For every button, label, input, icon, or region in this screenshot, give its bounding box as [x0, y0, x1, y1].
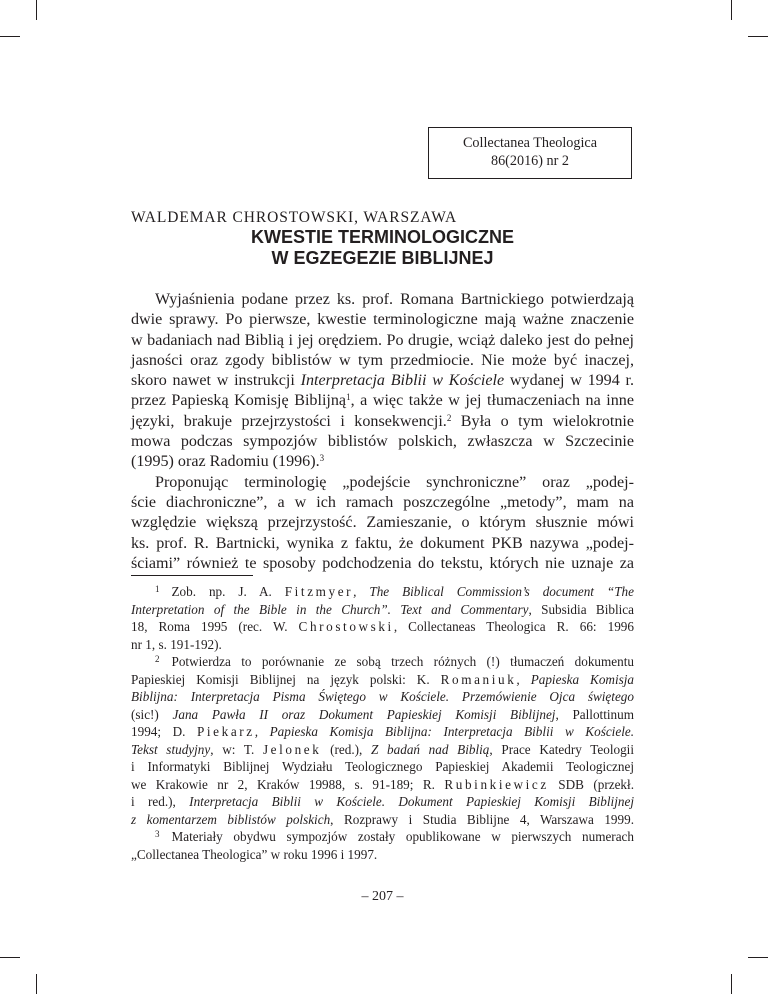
- crop-mark: [731, 0, 732, 20]
- footnote-line: i red.), Interpretacja Biblii w Kościele. Dokument Papieskiej Komisji Biblijnej: [131, 794, 634, 809]
- crop-mark: [731, 974, 732, 994]
- footnote-line: 18, Roma 1995 (rec. W. Chrostowski, Collectaneas Theologica R. 66: 1996: [131, 619, 634, 634]
- footnote-line: (sic!) Jana Pawła II oraz Dokument Papieskiej Komisji Biblijnej, Pallottinum: [131, 706, 634, 722]
- journal-issue: 86(2016) nr 2: [490, 153, 570, 169]
- body-line: względzie większą przejrzystość. Zamieszanie, o którym słusznie mówi: [131, 514, 634, 532]
- footnote-line: Interpretation of the Bible in the Church”. Text and Commentary, Subsidia Biblica: [131, 601, 634, 617]
- footnote-line: i Informatyki Biblijnej Wydziału Teologicznego Papieskiej Akademii Teologicznej: [131, 759, 634, 774]
- footnote-3: $^3$ Materiały obydwu sympozjów zostały opublikowane w pierwszych numerach: [155, 829, 634, 844]
- journal-info-box: [428, 127, 632, 179]
- footnote-ref-1: 1: [346, 392, 351, 403]
- body-line: (1995) oraz Radomiu (1996).$^3$: [131, 453, 325, 471]
- title-line-2: W EGZEGEZIE BIBLIJNEJ: [271, 248, 494, 268]
- crop-mark: [748, 957, 768, 958]
- body-line: języki, brakuje przejrzystości i konsekwencji.$^2$ Była o tym wielokrotnie: [131, 412, 634, 430]
- footnote-line: Papieskiej Komisji Biblijnej na język polski: K. Romaniuk, Papieska Komisja: [131, 671, 635, 687]
- footnote-2: $^2$ Potwierdza to porównanie ze sobą trzech różnych (!) tłumaczeń dokumentu: [155, 654, 634, 669]
- crop-mark: [0, 957, 20, 958]
- journal-name: Collectanea Theologica: [462, 135, 598, 151]
- footnotes: [131, 583, 634, 863]
- footnote-line: Biblijna: Interpretacja Pisma Świętego w Kościele. Przemówienie Ojca świętego: [131, 689, 634, 704]
- author-line: WALDEMAR CHROSTOWSKI, WARSZAWA: [131, 209, 458, 226]
- footnote-line: z komentarzem biblistów polskich, Rozprawy i Studia Biblijne 4, Warszawa 1999.: [131, 811, 634, 827]
- article-title: [131, 227, 634, 269]
- body-line: skoro nawet w instrukcji Interpretacja Biblii w Kościele wydanej w 1994 r.: [131, 372, 635, 390]
- document-title: Interpretacja Biblii w Kościele: [300, 372, 505, 390]
- footnote-line: 1994; D. Piekarz, Papieska Komisja Biblijna: Interpretacja Biblii w Kościele.: [131, 724, 635, 739]
- body-line: w badaniach nad Biblią i jej orędziem. Po drugie, wciąż daleko jest do pełnej: [131, 331, 634, 349]
- footnote-line: nr 1, s. 191-192).: [131, 636, 222, 652]
- crop-mark: [0, 36, 20, 37]
- body-line: Wyjaśnienia podane przez ks. prof. Romana Bartnickiego potwierdzają: [155, 291, 634, 308]
- body-line: przez Papieską Komisję Biblijną$^1$, a więc także w jej tłumaczeniach na inne: [131, 392, 634, 410]
- footnote-line: „Collectanea Theologica” w roku 1996 i 1997.: [131, 846, 378, 862]
- footnote-line: Tekst studyjny, w: T. Jelonek (red.), Z badań nad Biblią, Prace Katedry Teologii: [131, 741, 635, 757]
- footnote-line: we Krakowie nr 2, Kraków 19988, s. 91-189; R. Rubinkiewicz SDB (przekł.: [131, 776, 634, 792]
- footnote-ref-3: 3: [319, 453, 325, 464]
- body-line: dwie sprawy. Po pierwsze, kwestie terminologiczne mają ważne znaczenie: [131, 311, 634, 329]
- article-body: [131, 290, 634, 574]
- footnote-divider: [131, 575, 253, 576]
- title-line-1: KWESTIE TERMINOLOGICZNE: [251, 227, 514, 247]
- body-line: ks. prof. R. Bartnicki, wynika z faktu, że dokument PKB nazywa „podej-: [131, 534, 634, 552]
- body-line: mowa podczas sympozjów biblistów polskich, zwłaszcza w Szczecinie: [131, 433, 634, 451]
- footnote-1: $^1$ Zob. np. J. A. Fitzmyer, The Biblical Commission’s document “The: [155, 584, 635, 599]
- crop-mark: [748, 36, 768, 37]
- body-line: Proponując terminologię „podejście synchroniczne” oraz „podej-: [155, 473, 634, 491]
- body-line: jasności oraz zgody biblistów w tym przedmiocie. Nie może być inaczej,: [131, 351, 634, 369]
- body-line: ście diachroniczne”, a w ich ramach poszczególne „metody”, mam na: [131, 493, 634, 511]
- crop-mark: [36, 0, 37, 20]
- crop-mark: [36, 974, 37, 994]
- footnote-ref-2: 2: [446, 412, 452, 423]
- body-line: ściami” również te sposoby podchodzenia do tekstu, których nie uznaje za: [131, 554, 634, 572]
- page-number: – 207 –: [361, 889, 404, 904]
